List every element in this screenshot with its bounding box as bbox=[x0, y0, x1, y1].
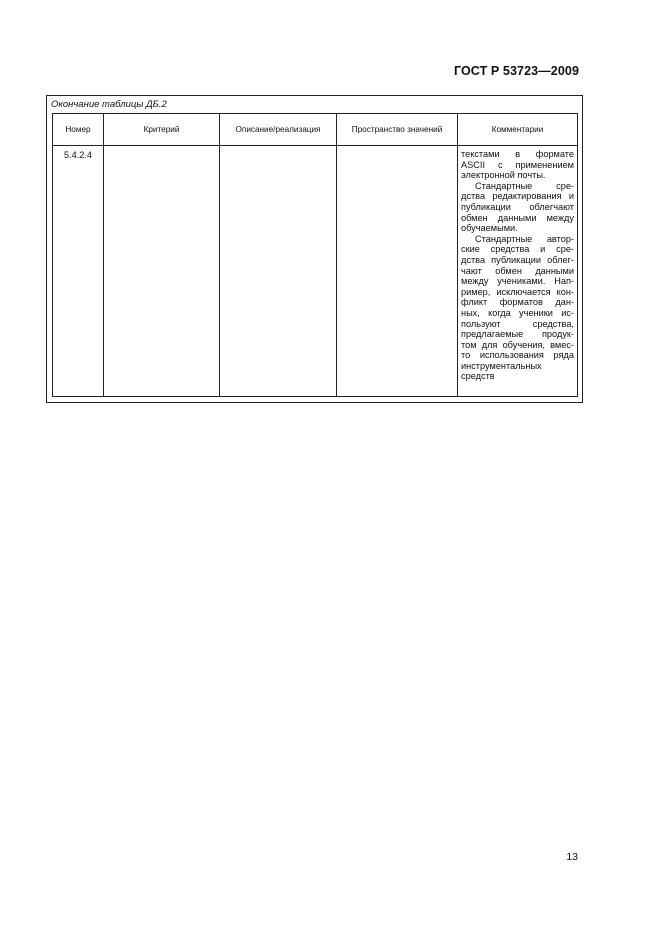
comment-line: ример, исключается кон- bbox=[461, 286, 574, 297]
column-header-number: Номер bbox=[53, 114, 104, 146]
table-frame bbox=[46, 95, 583, 403]
cell-number: 5.4.2.4 bbox=[53, 146, 104, 397]
comment-line: электронной почты. bbox=[461, 170, 546, 181]
comment-line: ASCII с применением bbox=[461, 159, 574, 170]
comment-line: фликт форматов дан- bbox=[461, 297, 574, 308]
comment-paragraph-2 bbox=[461, 181, 574, 234]
table-row bbox=[53, 146, 578, 397]
comment-paragraph-1 bbox=[461, 149, 574, 181]
criteria-table bbox=[52, 113, 578, 397]
comment-line: Стандартные сре- bbox=[475, 180, 574, 191]
comment-line: средств bbox=[461, 371, 495, 382]
comment-line: то использования ряда bbox=[461, 350, 574, 361]
comment-line: публикации облегчают bbox=[461, 201, 574, 212]
column-header-criterion: Критерий bbox=[104, 114, 220, 146]
column-header-comments: Комментарии bbox=[458, 114, 578, 146]
cell-criterion bbox=[104, 146, 220, 397]
comment-line: между учениками. Нап- bbox=[461, 276, 574, 287]
cell-value-space bbox=[337, 146, 458, 397]
comment-line: Стандартные автор- bbox=[475, 233, 574, 244]
comment-line: ские средства и сре- bbox=[461, 244, 574, 255]
comment-line: текстами в формате bbox=[461, 149, 574, 159]
cell-comment bbox=[458, 146, 578, 397]
column-header-value-space: Пространство значений bbox=[337, 114, 458, 146]
column-header-description: Описание/реализация bbox=[220, 114, 337, 146]
page-number: 13 bbox=[566, 851, 578, 863]
comment-line: предлагаемые продук- bbox=[461, 329, 574, 340]
document-standard-number: ГОСТ Р 53723—2009 bbox=[453, 64, 579, 78]
comment-line: ных, когда ученики ис- bbox=[461, 307, 574, 318]
table-caption: Окончание таблицы ДБ.2 bbox=[51, 99, 167, 110]
comment-line: дства редактирования и bbox=[461, 191, 574, 202]
comment-line: обмен данными между bbox=[461, 212, 574, 223]
comment-line: инструментальных bbox=[461, 360, 542, 371]
comment-line: том для обучения, вмес- bbox=[461, 339, 574, 350]
comment-line: пользуют средства, bbox=[461, 318, 574, 329]
comment-line: чают обмен данными bbox=[461, 265, 574, 276]
cell-description bbox=[220, 146, 337, 397]
comment-line: обучаемыми. bbox=[461, 223, 518, 234]
comment-paragraph-3 bbox=[461, 234, 574, 382]
comment-line: дства публикации облег- bbox=[461, 254, 574, 265]
table-header-row bbox=[53, 114, 578, 146]
